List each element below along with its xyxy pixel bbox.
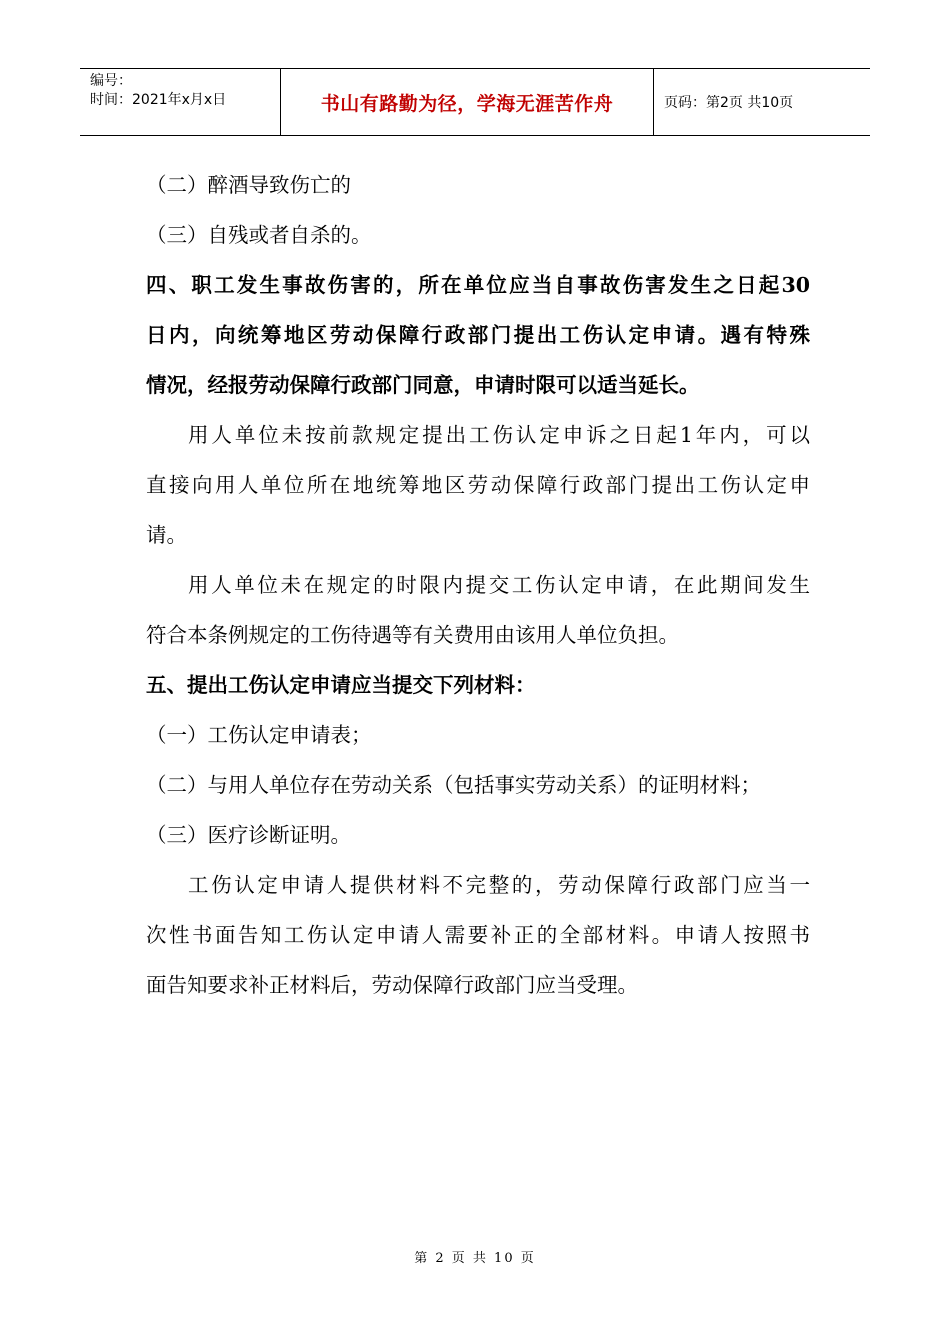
document-number-label: 编号： — [90, 73, 132, 89]
document-time-label: 时间：2021年x月x日 — [90, 92, 227, 108]
document-body — [146, 160, 810, 1010]
section-4-heading-line-2: 日内，向统筹地区劳动保障行政部门提出工伤认定申请。遇有特殊 — [146, 323, 810, 347]
header-page-info: 页码：第2页 共10页 — [664, 95, 794, 111]
list-item-2: （二）与用人单位存在劳动关系（包括事实劳动关系）的证明材料； — [146, 773, 761, 797]
paragraph-line: 用人单位未按前款规定提出工伤认定申诉之日起1年内，可以 — [188, 423, 810, 447]
list-item-1: （一）工伤认定申请表； — [146, 723, 372, 747]
paragraph-line: 工伤认定申请人提供材料不完整的，劳动保障行政部门应当一 — [188, 873, 810, 897]
list-item-3: （三）医疗诊断证明。 — [146, 823, 351, 847]
header-meta — [80, 69, 281, 135]
document-header — [80, 68, 870, 136]
body-line-item-2: （二）醉酒导致伤亡的 — [146, 173, 351, 197]
section-4-heading-line-1: 四、职工发生事故伤害的，所在单位应当自事故伤害发生之日起30 — [146, 273, 810, 297]
paragraph-line: 次性书面告知工伤认定申请人需要补正的全部材料。申请人按照书 — [146, 923, 810, 947]
section-4-heading-line-3: 情况，经报劳动保障行政部门同意，申请时限可以适当延长。 — [146, 373, 700, 397]
paragraph-line: 符合本条例规定的工伤待遇等有关费用由该用人单位负担。 — [146, 623, 679, 647]
page-footer: 第 2 页 共 10 页 — [414, 1251, 536, 1266]
header-motto: 书山有路勤为径，学海无涯苦作舟 — [281, 69, 654, 135]
paragraph-line: 用人单位未在规定的时限内提交工伤认定申请，在此期间发生 — [188, 573, 810, 597]
section-5-heading: 五、提出工伤认定申请应当提交下列材料： — [146, 673, 536, 697]
body-line-item-3: （三）自残或者自杀的。 — [146, 223, 372, 247]
paragraph-line: 请。 — [146, 523, 187, 547]
paragraph-line: 直接向用人单位所在地统筹地区劳动保障行政部门提出工伤认定申 — [146, 473, 810, 497]
paragraph-line: 面告知要求补正材料后，劳动保障行政部门应当受理。 — [146, 973, 638, 997]
